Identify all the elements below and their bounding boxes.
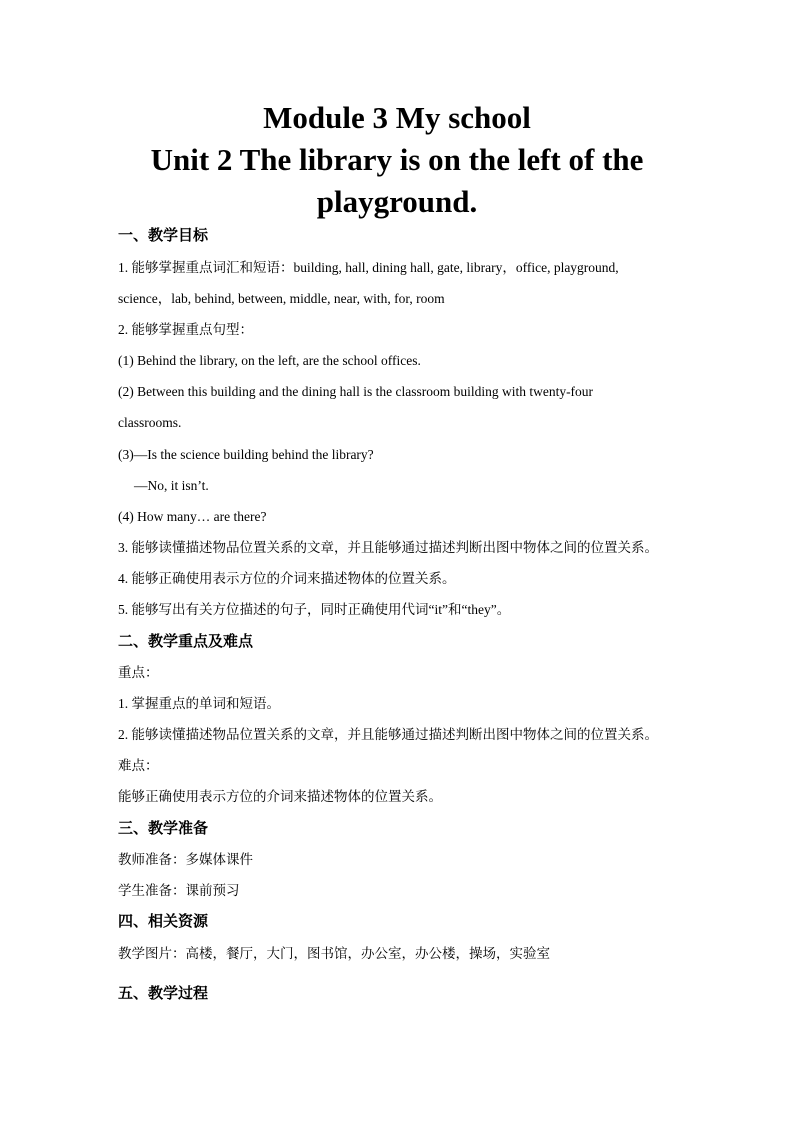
sentence-4: (4) How many… are there? [118, 509, 267, 524]
key-point-2: 2. 能够读懂描述物品位置关系的文章，并且能够通过描述判断出图中物体之间的位置关系。 [118, 727, 658, 742]
objective-1-line-1: 1. 能够掌握重点词汇和短语：building, hall, dining hall, gate, library，office, playground, [118, 260, 619, 275]
objective-1-line-2: science，lab, behind, between, middle, near, with, for, room [118, 291, 445, 306]
objective-2: 2. 能够掌握重点句型： [118, 322, 253, 337]
sentence-3-answer: —No, it isn’t. [134, 478, 209, 493]
sentence-2-line-1: (2) Between this building and the dining hall is the classroom building with twenty-four [118, 384, 594, 399]
title-line-3: playground. [316, 184, 478, 219]
objective-5: 5. 能够写出有关方位描述的句子，同时正确使用代词“it”和“they”。 [118, 602, 511, 617]
objective-3: 3. 能够读懂描述物品位置关系的文章，并且能够通过描述判断出图中物体之间的位置关系。 [118, 540, 658, 555]
title-line-1: Module 3 My school [263, 100, 531, 135]
key-point-1: 1. 掌握重点的单词和短语。 [118, 696, 280, 711]
section-heading-resources: 四、相关资源 [118, 914, 209, 930]
section-heading-key-points: 二、教学重点及难点 [118, 634, 254, 650]
difficulty-1: 能够正确使用表示方位的介词来描述物体的位置关系。 [118, 789, 442, 804]
objective-4: 4. 能够正确使用表示方位的介词来描述物体的位置关系。 [118, 571, 456, 586]
key-points-label: 重点： [118, 665, 159, 680]
sentence-2-line-2: classrooms. [118, 415, 182, 430]
teaching-pictures: 教学图片：高楼，餐厅，大门，图书馆，办公室，办公楼，操场，实验室 [118, 946, 550, 961]
sentence-1: (1) Behind the library, on the left, are the school offices. [118, 353, 421, 368]
student-preparation: 学生准备：课前预习 [118, 883, 240, 898]
difficulty-label: 难点： [118, 758, 159, 773]
title-line-2: Unit 2 The library is on the left of the [150, 142, 644, 177]
sentence-3-question: (3)—Is the science building behind the library? [118, 447, 374, 462]
teacher-preparation: 教师准备：多媒体课件 [118, 852, 253, 867]
section-heading-process: 五、教学过程 [118, 986, 209, 1002]
section-heading-objectives: 一、教学目标 [118, 228, 209, 244]
section-heading-preparation: 三、教学准备 [118, 821, 209, 837]
